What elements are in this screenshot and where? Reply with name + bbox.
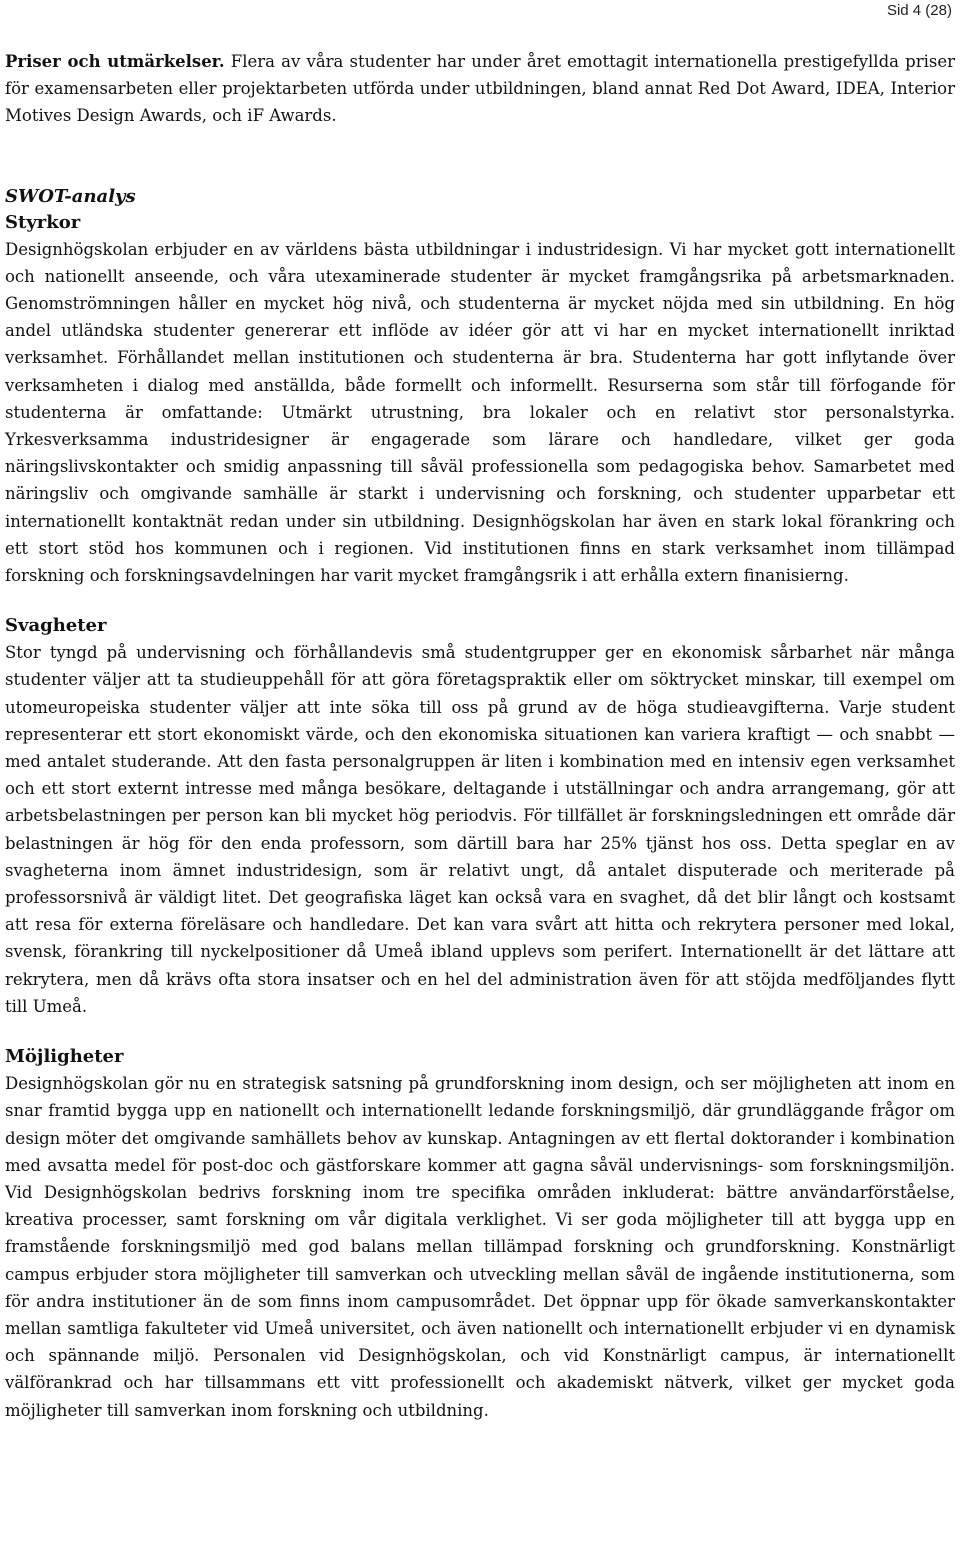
document-body (5, 48, 955, 1424)
swot-title: SWOT-analys (5, 185, 136, 207)
page-number: Sid 4 (28) (886, 2, 952, 19)
spacer (5, 130, 955, 184)
strengths-paragraph: Designhögskolan erbjuder en av världens bästa utbildningar i industridesign. Vi har mycket gott internationellt och nationellt anseende, och våra utexaminerade studenter är mycket framgångsrika på arbetsmarknaden. Genomströmningen håller en mycket hög nivå, och studenterna är mycket nöjda med sin utbildning. En hög andel utländska studenter genererar ett inflöde av idéer gör att vi har en mycket internationellt inriktad verksamhet. Förhållandet mellan institutionen och studenterna är bra. Studenterna har gott inflytande över verksamheten i dialog med anställda, både formellt och informellt. Resurserna som står till förfogande för studenterna är omfattande: Utmärkt utrustning, bra lokaler och en relativt stor personalstyrka. Yrkesverksamma industridesigner är engagerade som lärare och handledare, vilket ger goda näringslivskontakter och smidig anpassning till såväl professionella som pedagogiska behov. Samarbetet med näringsliv och omgivande samhälle är starkt i undervisning och forskning, och studenter upparbetar ett internationellt kontaktnät redan under sin utbildning. Designhögskolan har även en stark lokal förankring och ett stort stöd hos kommunen och i regionen. Vid institutionen finns en stark verksamhet inom tillämpad forskning och forskningsavdelningen har varit mycket framgångsrik i att erhålla extern finanisierng. (5, 239, 955, 586)
strengths-heading: Styrkor (5, 211, 81, 233)
prizes-lead: Priser och utmärkelser. (5, 52, 225, 71)
prizes-paragraph (5, 48, 955, 130)
opportunities-paragraph: Designhögskolan gör nu en strategisk satsning på grundforskning inom design, och ser möjligheten att inom en snar framtid bygga upp en nationellt och internationellt ledande forskningsmiljö, där grundläggande frågor om design möter det omgivande samhällets behov av kunskap. Antagningen av ett flertal doktorander i kombination med avsatta medel för post-doc och gästforskare kommer att gagna såväl undervisnings- som forskningsmiljön. Vid Designhögskolan bedrivs forskning inom tre specifika områden inkluderat: bättre användarförståelse, kreativa processer, samt forskning om vår digitala verklighet. Vi ser goda möjligheter till att bygga upp en framstående forskningsmiljö med god balans mellan tillämpad forskning och grundforskning. Konstnärligt campus erbjuder stora möjligheter till samverkan och utveckling mellan såväl de ingående institutionerna, som för andra institutioner än de som finns inom campusområdet. Det öppnar upp för ökade samverkanskontakter mellan samtliga fakulteter vid Umeå universitet, och även nationellt och internationellt erbjuder vi en dynamisk och spännande miljö. Personalen vid Designhögskolan, och vid Konstnärligt campus, är internationellt välförankrad och har tillsammans ett vitt professionellt och akademiskt nätverk, vilket ger mycket goda möjligheter till samverkan inom forskning och utbildning. (5, 1074, 955, 1420)
spacer (5, 1020, 955, 1044)
opportunities-heading: Möjligheter (5, 1046, 124, 1068)
spacer (5, 589, 955, 613)
weaknesses-heading: Svagheter (5, 615, 107, 637)
weaknesses-paragraph: Stor tyngd på undervisning och förhållandevis små studentgrupper ger en ekonomisk sårbarhet när många studenter väljer att ta studieuppehåll för att göra företagspraktik eller om söktrycket minskar, till exempel om utomeuropeiska studenter väljer att inte söka till oss på grund av de höga studieavgifterna. Varje student representerar ett stort ekonomiskt värde, och den ekonomiska situationen kan variera kraftigt — och snabbt — med antalet studerande. Att den fasta personalgruppen är liten i kombination med en intensiv egen verksamhet och ett stort externt intresse med många besökare, deltagande i utställningar och andra arrangemang, gör att arbetsbelastningen per person kan bli mycket hög periodvis. För tillfället är forskningsledningen ett område där belastningen är hög för den enda professorn, som därtill bara har 25% tjänst hos oss. Detta speglar en av svagheterna inom ämnet industridesign, som är relativt ungt, då antalet disputerade och meriterade på professorsnivå är väldigt litet. Det geografiska läget kan också vara en svaghet, då det blir långt och kostsamt att resa för externa föreläsare och handledare. Det kan vara svårt att hitta och rekrytera personer med lokal, svensk, förankring till nyckelpositioner då Umeå ibland upplevs som perifert. Internationellt är det lättare att rekrytera, men då krävs ofta stora insatser och en hel del administration även för att stöjda medföljandes flytt till Umeå. (5, 643, 955, 1016)
prizes-text: Flera av våra studenter har under året emottagit internationella prestigefyllda priser för examensarbeten eller projektarbeten utförda under utbildningen, bland annat Red Dot Award, IDEA, Interior Motives Design Awards, och iF Awards. (5, 52, 955, 126)
